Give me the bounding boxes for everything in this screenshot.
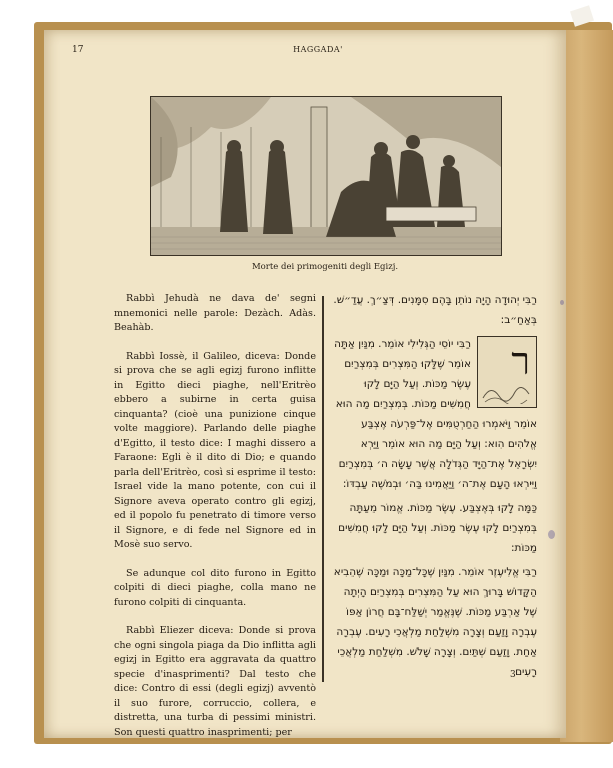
hebrew-paragraph: רַבִּי יוֹסֵי הַגְּלִילִי אוֹמֵר. מִנַּיִן אַתָּה אוֹמֵר שֶׁלָּקוּ הַמִּצְרִים בְּמִצְרַיִם עֶשֶׂר מַכּוֹת. וְעַל הַיָּם לָקוּ חֲמִשִּׁים מַכּוֹת. בְּמִצְרַיִם מַה הוּא אוֹמֵר וַיֹּאמְרוּ הַחַרְטֻמִּים אֶל־פַּרְעֹה אֶצְבַּע אֱלֹהִים הִוא: וְעַל הַיָּם מַה הוּא אוֹמֵר וַיַּרְא יִשְׂרָאֵל אֶת־הַיָּד הַגְּדֹלָה אֲשֶׁר עָשָׂה ה׳ בְּמִצְרַיִם וַיִּירְאוּ הָעָם אֶת־ה׳ וַיַּאֲמִינוּ בַּה׳ וּבְמֹשֶׁה עַבְדּוֹ:	[334, 338, 537, 490]
illustration-caption: Morte dei primogeniti degli Egizj.	[251, 262, 399, 272]
italian-text-column	[114, 292, 316, 754]
decorated-initial	[477, 336, 537, 408]
italian-paragraph: Se adunque col dito furono in Egitto colpiti di dieci piaghe, colla mano ne furono colpiti di cinquanta.	[114, 567, 316, 608]
running-title: HAGGADA'	[293, 45, 343, 54]
hebrew-paragraph: כַּמָּה לָקוּ בְּאֶצְבַּע. עֶשֶׂר מַכּוֹת. אֱמוֹר מֵעַתָּה בְּמִצְרַיִם לָקוּ עֶשֶׂר מַכּוֹת. וְעַל הַיָּם לָקוּ חֲמִשִּׁים מַכּוֹת:	[338, 502, 537, 554]
printer-signature: 3	[510, 670, 516, 680]
hebrew-paragraph: רַבִּי אֱלִיעֶזֶר אוֹמֵר. מִנַּיִן שֶׁכָּל־מַכָּה וּמַכָּה שֶׁהֵבִיא הַקָּדוֹשׁ בָּרוּךְ הוּא עַל הַמִּצְרִים בְּמִצְרַיִם הָיְתָה שֶׁל אַרְבַּע מַכּוֹת. שֶׁנֶּאֱמַר יְשַׁלַּח־בָּם חֲרוֹן אַפּוֹ עֶבְרָה וָזַעַם וְצָרָה מִשְׁלַחַת מַלְאֲכֵי רָעִים. עֶבְרָה אַחַת. וָזַעַם שְׁתַּיִם. וְצָרָה שָׁלֹשׁ. מִשְׁלַחַת מַלְאֲכֵי רָעִים	[333, 566, 537, 678]
book-back-cover	[560, 30, 613, 742]
italian-paragraph: Rabbì Eliezer diceva: Donde si prova che ogni singola piaga da Dio inflitta agli egizj in Egitto era aggravata da quattro specie d'inasprimenti? Dal testo che dice: Contro di essi (degli egizj) avventò il suo furore, corruccio, collera, e distretta, una turba di pessimi ministri. Son questi quattro inasprimenti; per	[114, 625, 316, 738]
italian-paragraph: Rabbì Jehudà ne dava de' segni mnemonici nelle parole: Dezàch. Adàs. Beahàb.	[114, 293, 316, 333]
initial-letter: ר	[511, 339, 530, 383]
engraving-illustration	[150, 96, 502, 256]
italian-paragraph: Rabbì Iossè, il Galileo, diceva: Donde si prova che se agli egizj furono inflitte in Egitto dieci piaghe, nell'Eritrèo ebbero a subirne in certa guisa cinquanta? (cioè una punizione cinque volte maggiore). Parlando delle piaghe d'Egitto, il testo dice: I maghi dissero a Faraone: Egli è il dito di Dio; e quando parla dell'Eritrèo, così si esprime il testo: Israel vide la mano potente, con cui il Signore aveva operato contro gli egizj, ed il popolo fu penetrato di timore verso il Signore, e di fede nel Signore ed in Mosè suo servo.	[114, 350, 316, 550]
ink-stain	[548, 530, 555, 539]
column-divider	[322, 296, 324, 682]
hebrew-text-column	[332, 290, 537, 686]
ink-stain	[560, 300, 564, 305]
engraving-scene-icon	[151, 97, 501, 255]
page-number: 17	[72, 45, 84, 55]
hebrew-paragraph: רַבִּי יְהוּדָה הָיָה נוֹתֵן בָּהֶם סִמָּנִים. דְּצַ״ךְ. עֲדַ״שׁ. בְּאַחַ״ב:	[333, 294, 537, 326]
ornament-icon	[481, 378, 531, 404]
